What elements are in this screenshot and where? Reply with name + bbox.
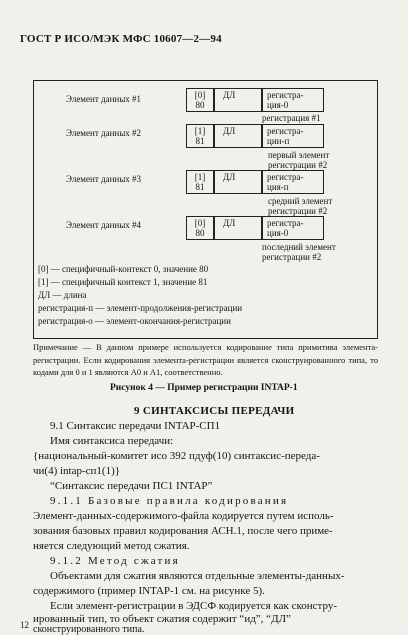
paragraph-line: {национальный-комитет исо 392 пдуф(10) синтаксис-переда- bbox=[33, 450, 320, 462]
id-cell: [0] 80 bbox=[186, 88, 214, 112]
paragraph-line: содержимого (пример INTAP-1 см. на рисунке 5). bbox=[33, 585, 265, 597]
subsection-heading: 9.1.2 Метод сжатия bbox=[50, 555, 180, 567]
registration-caption: первый элемент bbox=[268, 150, 330, 160]
length-cell: ДЛ bbox=[214, 124, 262, 148]
paragraph-line: сконструированного типа. bbox=[33, 624, 145, 635]
subsection-heading: 9.1.1 Базовые правила кодирования bbox=[50, 495, 289, 507]
id-cell: [0] 80 bbox=[186, 216, 214, 240]
paragraph-line: чи(4) intap-сп1(1)} bbox=[33, 465, 121, 477]
legend-line: ДЛ — длина bbox=[38, 290, 87, 300]
registration-caption: регистрация #1 bbox=[262, 113, 321, 123]
registration-cell: регистра- ции-п bbox=[262, 124, 324, 148]
registration-caption: регистрации #2 bbox=[268, 206, 328, 216]
data-element-label: Элемент данных #4 bbox=[66, 220, 142, 230]
paragraph-line: “Синтаксис передачи ПС1 INTAP” bbox=[50, 480, 213, 492]
length-cell: ДЛ bbox=[214, 88, 262, 112]
registration-caption: последний элемент bbox=[262, 242, 336, 252]
data-element-label: Элемент данных #1 bbox=[66, 94, 142, 104]
id-cell: [1] 81 bbox=[186, 170, 214, 194]
paragraph-line: ированный тип, то объект сжатия содержит “ид”, “ДЛ” bbox=[33, 613, 291, 625]
legend-line: регистрация-п — элемент-продолжения-регистрации bbox=[38, 303, 243, 313]
registration-cell: регистра- ция-0 bbox=[262, 88, 324, 112]
paragraph-line: Элемент-данных-содержимого-файла кодируется путем исполь- bbox=[33, 510, 334, 522]
registration-caption: регистрации #2 bbox=[268, 160, 328, 170]
length-cell: ДЛ bbox=[214, 170, 262, 194]
paragraph-line: Имя синтаксиса передачи: bbox=[50, 435, 174, 447]
paragraph-line: няется следующий метод сжатия. bbox=[33, 540, 190, 552]
legend-line: регистрация-о — элемент-окончания-регистрации bbox=[38, 316, 231, 326]
registration-cell: регистра- ция-п bbox=[262, 170, 324, 194]
data-element-label: Элемент данных #2 bbox=[66, 128, 142, 138]
paragraph-line: Если элемент-регистрации в ЭДСФ кодируется как сконстру- bbox=[50, 600, 338, 612]
figure-caption: Рисунок 4 — Пример регистрации INTAP-1 bbox=[110, 383, 298, 393]
page-number: 12 bbox=[20, 620, 29, 630]
id-cell: [1] 81 bbox=[186, 124, 214, 148]
section-title: 9 СИНТАКСИСЫ ПЕРЕДАЧИ bbox=[134, 405, 295, 417]
registration-caption: средний элемент bbox=[268, 196, 333, 206]
registration-cell: регистра- ция-0 bbox=[262, 216, 324, 240]
subsection-heading: 9.1 Синтаксис передачи INTAP-СП1 bbox=[50, 420, 221, 432]
data-element-label: Элемент данных #3 bbox=[66, 174, 142, 184]
paragraph-line: зования базовых правил кодирования АСН.1, после чего приме- bbox=[33, 525, 333, 537]
figure-note: Примечание — В данном примере используется кодирование типа примитива элемента-регистрации. Если кодирования элемента-регистрации является сконструированного типа, то кодами для 0 и 1 являются А0 и А1, соответственно. bbox=[33, 342, 378, 377]
paragraph-line: Объектами для сжатия являются отдельные элементы-данных- bbox=[50, 570, 345, 582]
registration-caption: регистрации #2 bbox=[262, 252, 322, 262]
legend-line: [0] — специфичный-контекст 0, значение 80 bbox=[38, 264, 209, 274]
legend-line: [1] — специфичный контекст 1, значение 81 bbox=[38, 277, 208, 287]
length-cell: ДЛ bbox=[214, 216, 262, 240]
document-header: ГОСТ Р ИСО/МЭК МФС 10607—2—94 bbox=[20, 33, 222, 45]
